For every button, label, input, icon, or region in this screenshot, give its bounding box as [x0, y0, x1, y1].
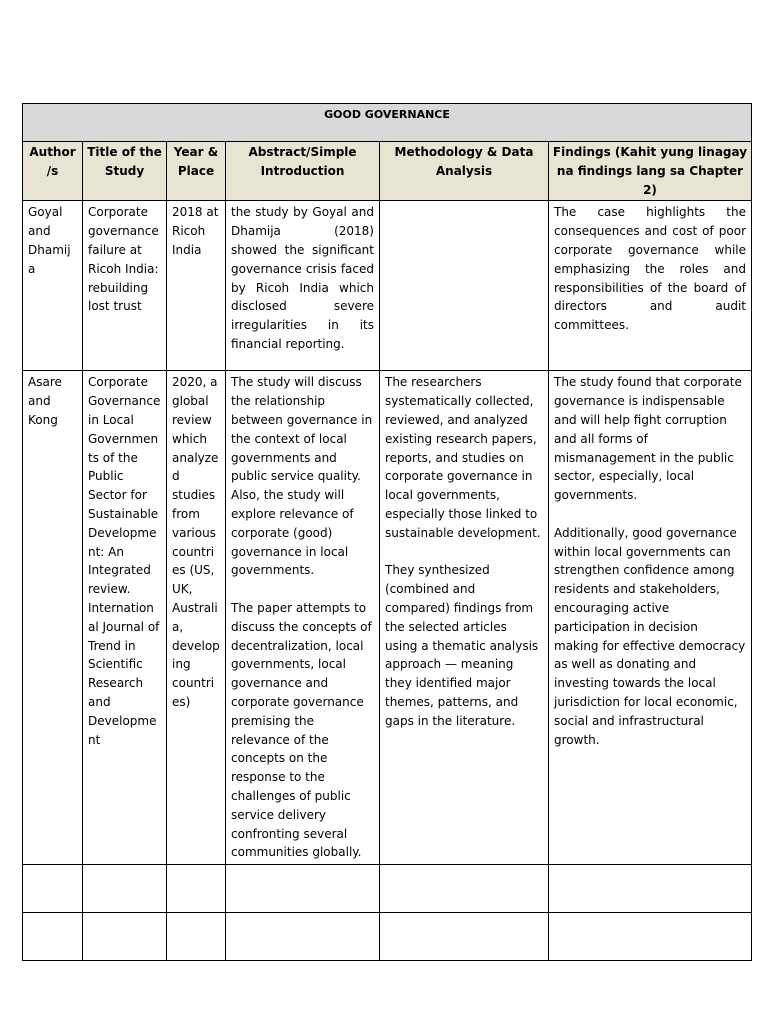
empty-cell — [549, 865, 752, 913]
empty-table-row — [23, 913, 752, 961]
empty-cell — [23, 865, 83, 913]
empty-cell — [549, 913, 752, 961]
findings-paragraph: The study found that corporate governance is indispensable and will help fight corruption and all forms of mismanagement in the public sector, especially, local governments. — [554, 375, 742, 503]
header-author: Author /s — [23, 142, 83, 201]
empty-cell — [83, 865, 167, 913]
cell-findings — [549, 371, 752, 865]
cell-year-place: 2020, a global review which analyzed studies from various countries (US, UK, Australia, developing countries) — [167, 371, 226, 865]
cell-abstract: the study by Goyal and Dhamija (2018) showed the significant governance crisis faced by Ricoh India which disclosed severe irregularities in its financial reporting. — [226, 201, 380, 371]
cell-methodology — [380, 201, 549, 371]
header-title: Title of the Study — [83, 142, 167, 201]
cell-author: Goyal and Dhamija — [23, 201, 83, 371]
empty-cell — [380, 865, 549, 913]
table-title: GOOD GOVERNANCE — [23, 104, 752, 142]
cell-year-place: 2018 at Ricoh India — [167, 201, 226, 371]
empty-cell — [167, 913, 226, 961]
empty-cell — [226, 913, 380, 961]
header-methodology: Methodology & Data Analysis — [380, 142, 549, 201]
methodology-paragraph: They synthesized (combined and compared) findings from the selected articles using a thematic analysis approach — meaning they identified major themes, patterns, and gaps in the literature. — [385, 563, 539, 728]
empty-cell — [83, 913, 167, 961]
methodology-paragraph: The researchers systematically collected, reviewed, and analyzed existing research papers, reports, and studies on corporate governance in local governments, especially those linked to sustainable development. — [385, 375, 541, 540]
cell-author: Asare and Kong — [23, 371, 83, 865]
cell-abstract — [226, 371, 380, 865]
table-row — [23, 371, 752, 865]
cell-methodology — [380, 371, 549, 865]
abstract-paragraph: The study will discuss the relationship between governance in the context of local governments and public service quality. Also, the study will explore relevance of corporate (good) governance in local governments. — [231, 375, 373, 578]
abstract-paragraph: The paper attempts to discuss the concepts of decentralization, local governments, local governance and corporate governance premising the relevance of the concepts on the response to the challenges of public service delivery confronting several communities globally. — [231, 600, 372, 860]
empty-cell — [23, 913, 83, 961]
cell-title: Corporate governance failure at Ricoh India: rebuilding lost trust — [83, 201, 167, 371]
empty-cell — [167, 865, 226, 913]
header-abstract: Abstract/Simple Introduction — [226, 142, 380, 201]
table-header-row — [23, 142, 752, 201]
header-year-place: Year & Place — [167, 142, 226, 201]
table-title-row — [23, 104, 752, 142]
empty-cell — [380, 913, 549, 961]
empty-table-row — [23, 865, 752, 913]
header-findings: Findings (Kahit yung linagay na findings lang sa Chapter 2) — [549, 142, 752, 201]
empty-cell — [226, 865, 380, 913]
cell-findings: The case highlights the consequences and cost of poor corporate governance while emphasizing the roles and responsibilities of the board of directors and audit committees. — [549, 201, 752, 371]
table-row — [23, 201, 752, 371]
good-governance-table — [22, 103, 752, 961]
findings-paragraph: Additionally, good governance within local governments can strengthen confidence among residents and stakeholders, encouraging active participation in decision making for effective democracy as well as donating and investing towards the local jurisdiction for local economic, social and infrastructural growth. — [554, 525, 746, 747]
cell-title: Corporate Governance in Local Governments of the Public Sector for Sustainable Development: An Integrated review. International Journal of Trend in Scientific Research and Development — [83, 371, 167, 865]
